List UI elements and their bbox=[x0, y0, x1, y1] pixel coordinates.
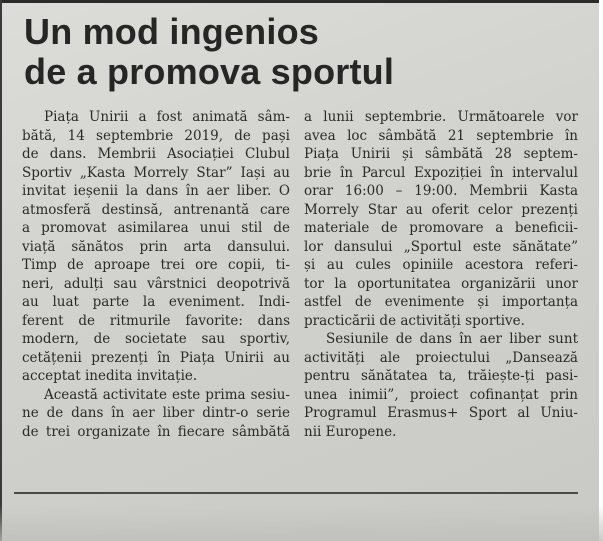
article-column-left bbox=[22, 108, 290, 441]
body-text-line: Programul Erasmus+ Sport al Uniu- bbox=[304, 405, 578, 421]
body-text-line: Piața Unirii și sâmbătă 28 septem- bbox=[304, 146, 578, 162]
body-text-line: au luat parte la eveniment. Indi- bbox=[22, 294, 290, 310]
body-text-line: și au cules opiniile acestora referi- bbox=[304, 257, 578, 273]
body-text-line: viață sănătos prin arta dansului. bbox=[22, 238, 290, 255]
clipping-top-border bbox=[0, 0, 603, 3]
body-text-line: bătă, 14 septembrie 2019, de pași bbox=[22, 127, 290, 144]
body-text-line: atmosferă destinsă, antrenantă care bbox=[22, 201, 290, 218]
body-text-line: a promovat asimilarea unui stil de bbox=[22, 220, 290, 236]
body-text-line: nii Europene. bbox=[304, 423, 397, 440]
body-text-line: practicării de activități sportive. bbox=[304, 312, 525, 329]
article-headline bbox=[24, 12, 584, 92]
body-text-line: neri, adulți sau vârstnici deopotrivă bbox=[22, 275, 290, 292]
body-text-line: lor dansului „Sportul este sănătate” bbox=[304, 238, 578, 255]
body-text-line: cetățenii prezenți în Piața Unirii au bbox=[22, 349, 290, 366]
body-text-line: modern, de societate sau sportiv, bbox=[22, 331, 290, 347]
body-text-line: Morrely Star au oferit celor prezenți bbox=[304, 201, 578, 218]
body-text-line: de dans. Membrii Asociației Clubul bbox=[22, 146, 290, 162]
page-shadow bbox=[0, 505, 603, 541]
body-text-line: ne de dans în aer liber dintr-o serie bbox=[22, 405, 290, 421]
body-text-line: brie în Parcul Expoziției în intervalul bbox=[304, 164, 578, 181]
body-text-line: Această activitate este prima sesiu- bbox=[44, 386, 290, 403]
body-text-line: Sesiunile de dans în aer liber sunt bbox=[326, 331, 578, 347]
body-text-line: acceptat inedita invitație. bbox=[22, 368, 198, 384]
body-text-line: tor la oportunitatea organizării unor bbox=[304, 275, 578, 292]
body-text-line: Sportiv „Kasta Morrely Star” Iași au bbox=[22, 164, 290, 181]
body-text-line: a lunii septembrie. Următoarele vor bbox=[304, 109, 578, 125]
headline-line-1: Un mod ingenios bbox=[24, 11, 319, 52]
body-text-line: de trei organizate în fiecare sâmbătă bbox=[22, 423, 290, 440]
body-text-line: invitat ieșenii la dans în aer liber. O bbox=[22, 183, 290, 199]
body-text-line: astfel de evenimente și importanța bbox=[304, 294, 578, 310]
body-text-line: activități ale proiectului „Dansează bbox=[304, 349, 578, 366]
body-text-line: pentru sănătatea ta, trăiește-ți pasi- bbox=[304, 368, 578, 384]
clipping-left-border bbox=[0, 0, 2, 541]
article-column-right bbox=[304, 108, 578, 441]
bottom-divider-rule bbox=[14, 492, 578, 494]
headline-line-2: de a promova sportul bbox=[24, 51, 395, 92]
body-text-line: ferent de ritmurile favorite: dans bbox=[22, 312, 290, 329]
body-text-line: Timp de aproape trei ore copii, ti- bbox=[22, 257, 290, 273]
body-text-line: Piața Unirii a fost animată sâm- bbox=[44, 109, 290, 125]
body-text-line: materiale de promovare a beneficii- bbox=[304, 220, 578, 236]
body-text-line: avea loc sâmbătă 21 septembrie în bbox=[304, 127, 578, 144]
body-text-line: orar 16:00 – 19:00. Membrii Kasta bbox=[304, 183, 578, 199]
body-text-line: unea inimii”, proiect cofinanțat prin bbox=[304, 386, 578, 403]
clipping-right-edge bbox=[599, 0, 603, 541]
